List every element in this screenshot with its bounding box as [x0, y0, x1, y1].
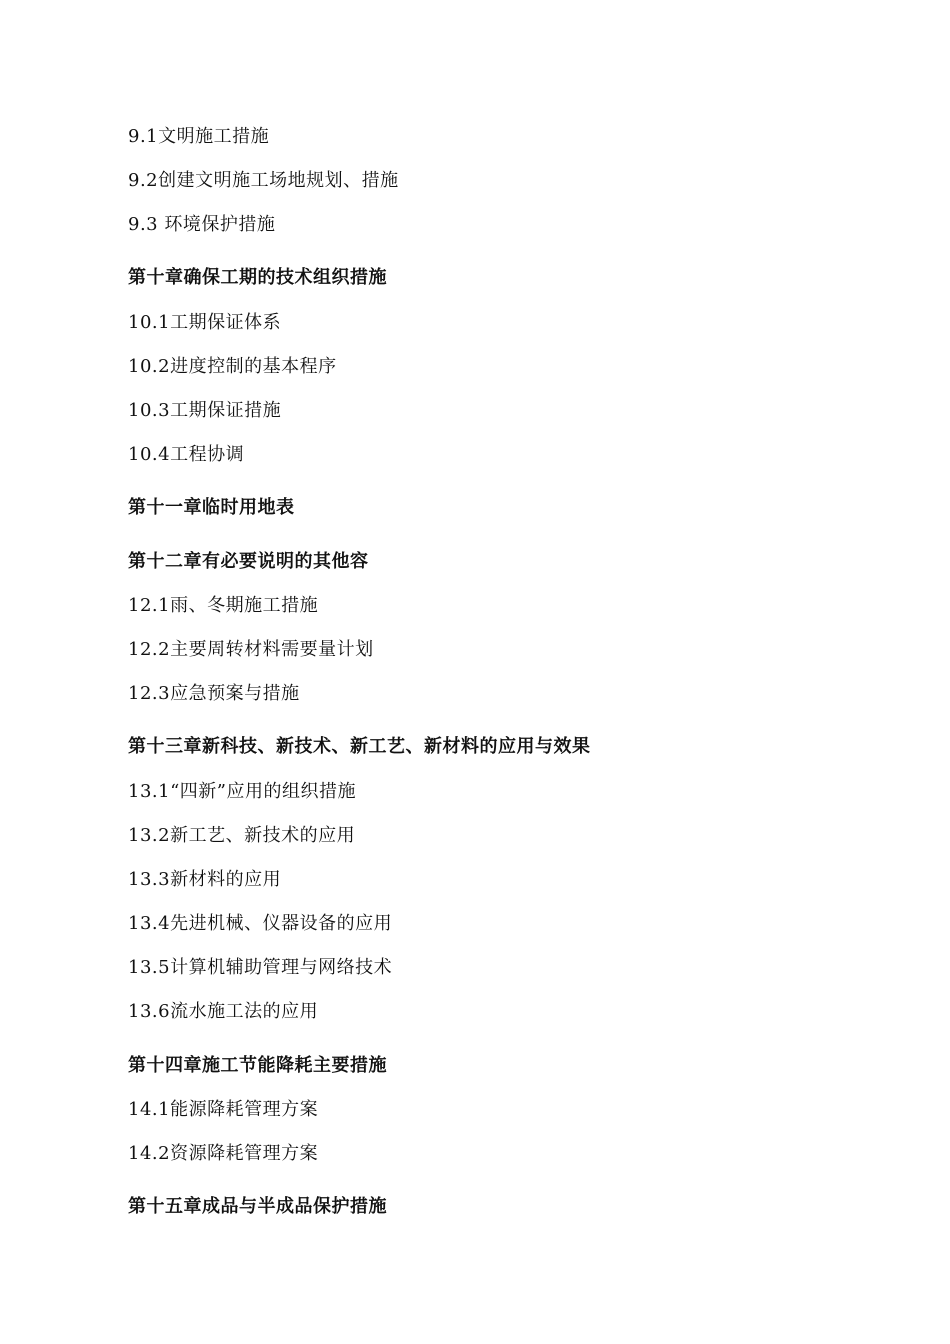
toc-entry-12-2: 12.2主要周转材料需要量计划	[128, 639, 374, 660]
toc-entry-12-1: 12.1雨、冬期施工措施	[128, 595, 319, 616]
toc-chapter-10: 第十章确保工期的技术组织措施	[128, 267, 387, 288]
toc-entry-10-3: 10.3工期保证措施	[128, 400, 282, 421]
toc-chapter-13: 第十三章新科技、新技术、新工艺、新材料的应用与效果	[128, 736, 591, 757]
toc-chapter-11: 第十一章临时用地表	[128, 497, 295, 518]
toc-entry-9-3: 9.3 环境保护措施	[128, 214, 276, 235]
toc-entry-13-4: 13.4先进机械、仪器设备的应用	[128, 913, 393, 934]
toc-entry-13-1: 13.1“四新”应用的组织措施	[128, 781, 356, 802]
toc-entry-14-1: 14.1能源降耗管理方案	[128, 1099, 319, 1120]
toc-chapter-15: 第十五章成品与半成品保护措施	[128, 1196, 387, 1217]
toc-chapter-14: 第十四章施工节能降耗主要措施	[128, 1055, 387, 1076]
toc-entry-10-1: 10.1工期保证体系	[128, 312, 282, 333]
toc-entry-14-2: 14.2资源降耗管理方案	[128, 1143, 319, 1164]
toc-entry-12-3: 12.3应急预案与措施	[128, 683, 300, 704]
toc-entry-10-2: 10.2进度控制的基本程序	[128, 356, 337, 377]
toc-entry-10-4: 10.4工程协调	[128, 444, 245, 465]
toc-entry-13-2: 13.2新工艺、新技术的应用	[128, 825, 356, 846]
toc-entry-13-5: 13.5计算机辅助管理与网络技术	[128, 957, 393, 978]
toc-entry-13-6: 13.6流水施工法的应用	[128, 1001, 319, 1022]
toc-entry-9-2: 9.2创建文明施工场地规划、措施	[128, 170, 399, 191]
toc-entry-13-3: 13.3新材料的应用	[128, 869, 282, 890]
toc-entry-9-1: 9.1文明施工措施	[128, 126, 270, 147]
toc-chapter-12: 第十二章有必要说明的其他容	[128, 551, 369, 572]
